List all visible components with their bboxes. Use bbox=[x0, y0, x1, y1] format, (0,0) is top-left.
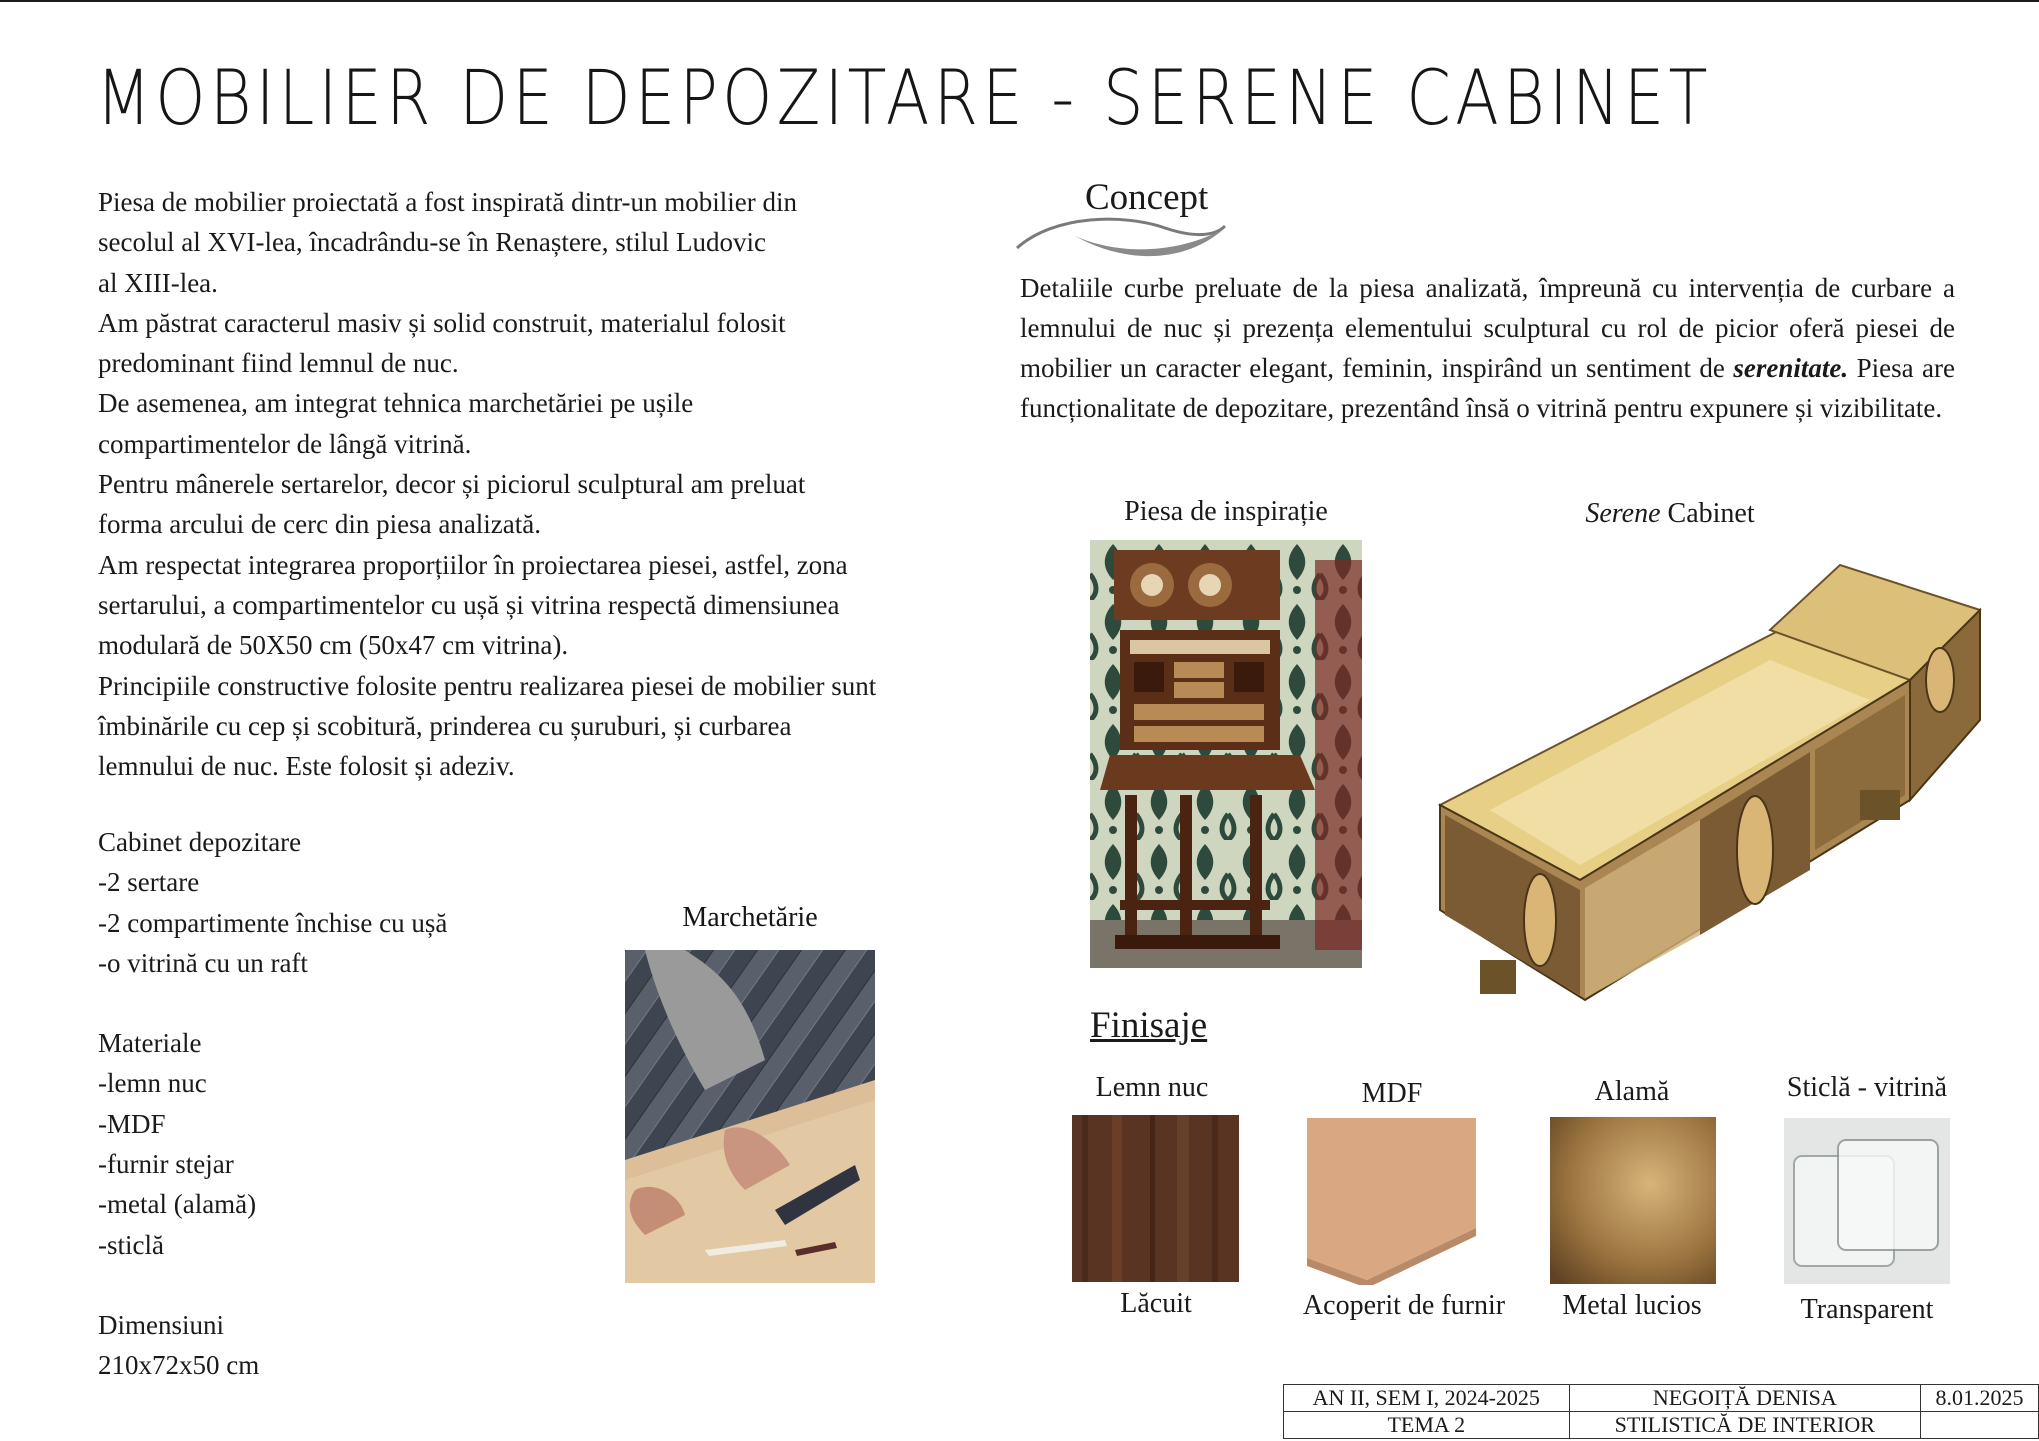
cabinet-heading: Cabinet depozitare bbox=[98, 827, 302, 857]
intro-line: Am respectat integrarea proporțiilor în proiectarea piesei, astfel, zona bbox=[98, 549, 848, 580]
list-item: -2 compartimente închise cu ușă bbox=[98, 907, 448, 938]
page-title: MOBILIER DE DEPOZITARE - SERENE CABINET bbox=[96, 53, 1712, 142]
intro-line: Piesa de mobilier proiectată a fost inspirată dintr-un mobilier din bbox=[98, 187, 798, 217]
intro-line: modulară de 50X50 cm (50x47 cm vitrina). bbox=[98, 630, 569, 661]
intro-line: secolul al XVI-lea, încadrându-se în Renaștere, stilul Ludovic bbox=[98, 227, 767, 258]
concept-title: Concept bbox=[1085, 177, 1209, 218]
intro-line: sertarului, a compartimentelor cu ușă și vitrina respectă dimensiunea bbox=[98, 589, 840, 620]
marquetry-photo bbox=[625, 950, 875, 1283]
intro-line: Pentru mânerele sertarelor, decor și piciorul sculptural am preluat bbox=[98, 469, 806, 500]
finish-name: Lemn nuc bbox=[1095, 1072, 1209, 1103]
intro-line: al XIII-lea. bbox=[98, 267, 218, 298]
course-cell: STILISTICĂ DE INTERIOR bbox=[1569, 1412, 1921, 1439]
glass-swatch bbox=[1784, 1118, 1950, 1284]
concept-body: Detaliile curbe preluate de la piesa analizată, împreună cu intervenția de curbare a lemnului de nuc și prezența elementului sculptural cu rol de picior oferă piesei de mobilier un caracter elegant, feminin, inspirând un sentiment de serenitate. Piesa are funcționalitate de depozitare, prezentând însă o vitrină pentru expunere și vizibilitate. bbox=[1020, 273, 1955, 423]
list-item: -metal (alamă) bbox=[98, 1189, 257, 1220]
finish-description: Lăcuit bbox=[1120, 1288, 1192, 1319]
finish-name: MDF bbox=[1361, 1078, 1423, 1109]
list-item: -sticlă bbox=[98, 1229, 164, 1260]
inspiration-photo bbox=[1090, 540, 1362, 968]
list-item: -furnir stejar bbox=[98, 1149, 234, 1180]
title-block bbox=[1283, 1384, 2039, 1439]
date-cell: 8.01.2025 bbox=[1921, 1385, 2039, 1412]
intro-line: forma arcului de cerc din piesa analizată. bbox=[98, 509, 542, 540]
list-item: -lemn nuc bbox=[98, 1068, 207, 1099]
list-item: -o vitrină cu un raft bbox=[98, 947, 308, 978]
dimensions-heading: Dimensiuni bbox=[98, 1309, 224, 1340]
concept-emphasis: serenitate. bbox=[1733, 353, 1849, 383]
finish-description: Transparent bbox=[1800, 1294, 1934, 1325]
intro-line: De asemenea, am integrat tehnica marchetăriei pe ușile bbox=[98, 388, 694, 419]
list-item: -2 sertare bbox=[98, 867, 200, 898]
theme-cell: TEMA 2 bbox=[1284, 1412, 1570, 1439]
finishes-heading: Finisaje bbox=[1090, 1005, 1208, 1046]
walnut-swatch bbox=[1072, 1115, 1239, 1282]
inspiration-caption: Piesa de inspirație bbox=[1124, 496, 1328, 527]
intro-line: predominant fiind lemnul de nuc. bbox=[98, 348, 459, 379]
spec-lists bbox=[98, 822, 618, 1426]
finish-name: Sticlă - vitrină bbox=[1786, 1072, 1948, 1103]
materials-heading: Materiale bbox=[98, 1028, 202, 1059]
concept-heading bbox=[1015, 176, 1235, 266]
intro-text bbox=[98, 182, 998, 786]
intro-line: Principiile constructive folosite pentru realizarea piesei de mobilier sunt bbox=[98, 670, 877, 701]
top-border-line bbox=[0, 0, 2039, 2]
intro-line: compartimentelor de lângă vitrină. bbox=[98, 428, 472, 459]
serene-cabinet-sketch bbox=[1390, 550, 2010, 1020]
finish-description: Metal lucios bbox=[1562, 1290, 1702, 1321]
list-item: -MDF bbox=[98, 1108, 166, 1139]
intro-line: Am păstrat caracterul masiv și solid construit, materialul folosit bbox=[98, 307, 786, 338]
marquetry-caption: Marchetărie bbox=[682, 902, 818, 933]
dimensions-block bbox=[98, 1305, 618, 1386]
concept-paragraph bbox=[1020, 268, 1955, 428]
serene-caption: Serene Cabinet bbox=[1585, 498, 1755, 529]
author-cell: NEGOIȚĂ DENISA bbox=[1569, 1385, 1921, 1412]
intro-line: îmbinările cu cep și scobitură, prinderea cu șuruburi, și curbarea bbox=[98, 710, 792, 741]
brass-swatch bbox=[1550, 1117, 1716, 1284]
cabinet-list bbox=[98, 822, 618, 983]
finish-name: Alamă bbox=[1594, 1076, 1670, 1107]
mdf-swatch bbox=[1307, 1118, 1476, 1285]
finish-description: Acoperit de furnir bbox=[1302, 1290, 1506, 1321]
materials-list bbox=[98, 1023, 618, 1265]
dimensions-value: 210x72x50 cm bbox=[98, 1350, 260, 1381]
empty-cell bbox=[1921, 1412, 2039, 1439]
year-cell: AN II, SEM I, 2024-2025 bbox=[1284, 1385, 1570, 1412]
intro-line: lemnului de nuc. Este folosit și adeziv. bbox=[98, 751, 515, 782]
